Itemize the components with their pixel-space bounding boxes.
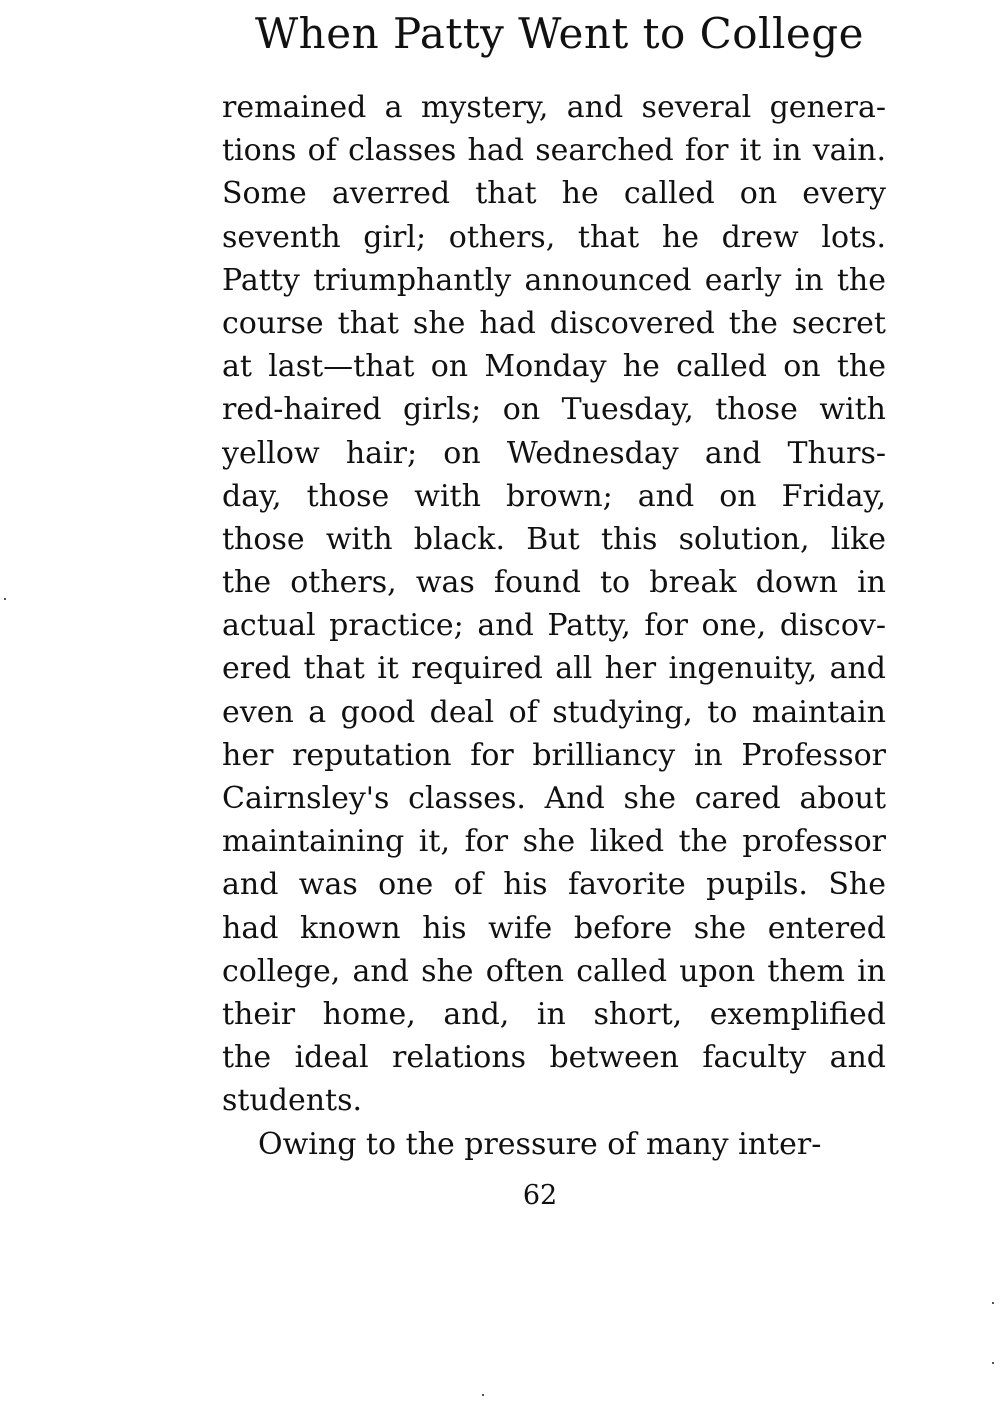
text-line: ered that it required all her ingenuity, and xyxy=(222,651,886,687)
text-line: even a good deal of studying, to maintain xyxy=(222,694,886,730)
text-line: Patty triumphantly announced early in the xyxy=(222,262,886,298)
text-line: the others, was found to break down in xyxy=(222,565,886,601)
text-line: seventh girl; others, that he drew lots. xyxy=(222,219,886,255)
paragraph-start-line: Owing to the pressure of many inter- xyxy=(258,1126,822,1162)
page-number: 62 xyxy=(522,1180,558,1211)
text-line: had known his wife before she entered xyxy=(222,910,886,946)
text-line: Cairnsley's classes. And she cared about xyxy=(222,781,886,816)
body-text xyxy=(222,86,886,1166)
text-line: Some averred that he called on every xyxy=(222,176,886,212)
scan-speck xyxy=(4,598,6,600)
scan-speck xyxy=(482,1394,484,1396)
text-line: their home, and, in short, exemplified xyxy=(222,996,886,1032)
text-line: course that she had discovered the secret xyxy=(222,305,886,341)
text-line: day, those with brown; and on Friday, xyxy=(222,478,886,514)
text-line: college, and she often called upon them in xyxy=(222,953,886,989)
text-line: red-haired girls; on Tuesday, those with xyxy=(222,392,886,428)
text-line: those with black. But this solution, like xyxy=(222,521,886,557)
text-line: yellow hair; on Wednesday and Thurs- xyxy=(222,435,886,471)
scan-speck xyxy=(992,1302,994,1304)
text-line: remained a mystery, and several genera- xyxy=(222,90,886,125)
text-line: tions of classes had searched for it in vain. xyxy=(222,133,886,169)
scan-speck xyxy=(992,1362,994,1364)
text-line: at last—that on Monday he called on the xyxy=(222,349,886,385)
text-line: actual practice; and Patty, for one, discov- xyxy=(222,608,886,644)
text-line: students. xyxy=(222,1083,363,1119)
text-line: her reputation for brilliancy in Professor xyxy=(222,737,886,773)
text-line: the ideal relations between faculty and xyxy=(222,1040,886,1076)
text-line: maintaining it, for she liked the professor xyxy=(222,824,886,860)
running-head: When Patty Went to College xyxy=(255,9,864,58)
text-line: and was one of his favorite pupils. She xyxy=(222,867,886,903)
